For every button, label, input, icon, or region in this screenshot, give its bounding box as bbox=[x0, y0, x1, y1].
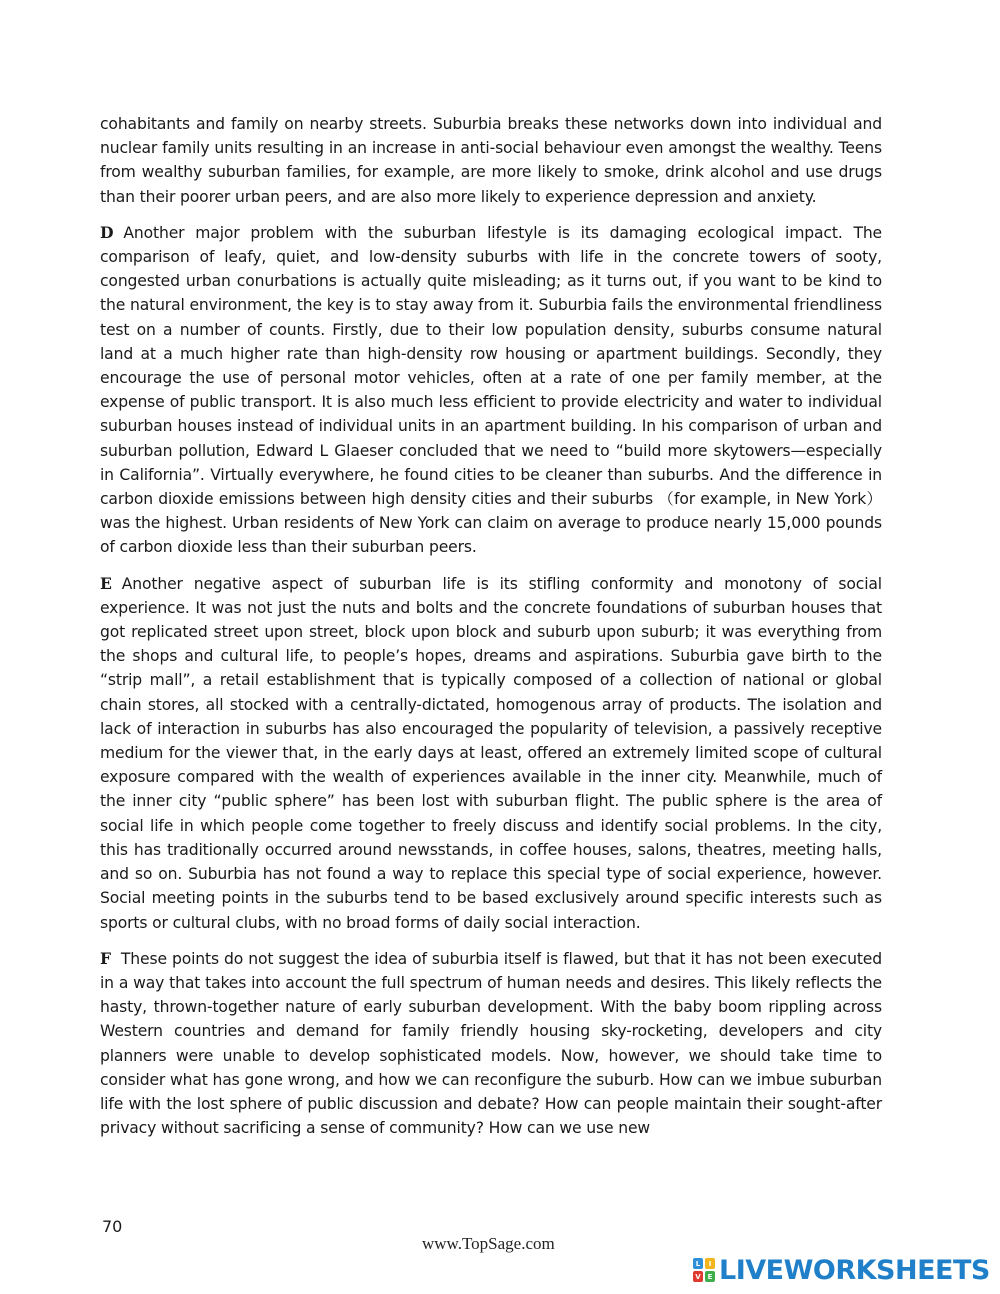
paragraph-f bbox=[100, 947, 882, 1141]
website-url[interactable]: www.TopSage.com bbox=[422, 1234, 555, 1253]
logo-letter-l: L bbox=[693, 1258, 703, 1269]
logo-letter-e: E bbox=[705, 1271, 715, 1282]
paragraph-letter: E bbox=[100, 573, 112, 593]
logo-letter-v: V bbox=[693, 1271, 703, 1282]
paragraph-text: cohabitants and family on nearby streets. Suburbia breaks these networks down into individual and nuclear family units resulting in an increase in anti-social behaviour even amongst the wealthy. Teens from wealthy suburban families, for example, are more likely to smoke, drink alcohol and use drugs than their poorer urban peers, and are also more likely to experience depression and anxiety. bbox=[100, 115, 882, 206]
paragraph-d bbox=[100, 221, 882, 560]
article-body bbox=[100, 112, 882, 1140]
paragraph-c-continued bbox=[100, 112, 882, 209]
paragraph-letter: D bbox=[100, 222, 114, 242]
page-number: 70 bbox=[102, 1217, 123, 1236]
paragraph-text: These points do not suggest the idea of suburbia itself is flawed, but that it has not been executed in a way that takes into account the full spectrum of human needs and desires. This likely reflects the hasty, thrown-together nature of early suburban development. With the baby boom rippling across Western countries and demand for family friendly housing sky-rocketing, developers and city planners were unable to develop sophisticated models. Now, however, we should take time to consider what has gone wrong, and how we can reconfigure the suburb. How can we imbue suburban life with the lost sphere of public discussion and debate? How can people maintain their sought-after privacy without sacrificing a sense of community? How can we use new bbox=[100, 949, 882, 1138]
logo-letter-i: I bbox=[705, 1258, 715, 1269]
paragraph-text: Another negative aspect of suburban life is its stifling conformity and monotony of social experience. It was not just the nuts and bolts and the concrete foundations of suburban houses that got replicated street upon street, block upon block and suburb upon suburb; it was everything from the shops and cultural life, to people’s hopes, dreams and aspirations. Suburbia gave birth to the “strip mall”, a retail establishment that is typically composed of a collection of national or global chain stores, all stocked with a centrally-dictated, homogenous array of products. The isolation and lack of interaction in suburbs has also encouraged the popularity of television, a passively receptive medium for the viewer that, in the early days at least, offered an extremely limited scope of cultural exposure compared with the wealth of experiences available in the inner city. Meanwhile, much of the inner city “public sphere” has been lost with suburban flight. The public sphere is the area of social life in which people come together to freely discuss and identify social problems. In the city, this has traditionally occurred around newsstands, in coffee houses, salons, theatres, meeting halls, and so on. Suburbia has not found a way to replace this special type of social experience, however. Social meeting points in the suburbs tend to be based exclusively around specific interests such as sports or cultural clubs, with no broad forms of daily social interaction. bbox=[100, 574, 882, 932]
paragraph-text: Another major problem with the suburban lifestyle is its damaging ecological impact. The comparison of leafy, quiet, and low-density suburbs with life in the concrete towers of sooty, congested urban conurbations is actually quite misleading; as it turns out, if you want to be kind to the natural environment, the key is to stay away from it. Suburbia fails the environmental friendliness test on a number of counts. Firstly, due to their low population density, suburbs consume natural land at a much higher rate than high-density row housing or apartment buildings. Secondly, they encourage the use of personal motor vehicles, often at a rate of one per family member, at the expense of public transport. It is also much less efficient to provide electricity and water to individual suburban houses instead of individual units in an apartment building. In his comparison of urban and suburban pollution, Edward L Glaeser concluded that we need to “build more skytowers—especially in California”. Virtually everywhere, he found cities to be cleaner than suburbs. And the difference in carbon dioxide emissions between high density cities and their suburbs （for example, in New York）was the highest. Urban residents of New York can claim on average to produce nearly 15,000 pounds of carbon dioxide less than their suburban peers. bbox=[100, 223, 882, 557]
logo-text: LIVEWORKSHEETS bbox=[719, 1254, 990, 1286]
liveworksheets-logo[interactable] bbox=[693, 1254, 990, 1286]
liveworksheets-logo-icon bbox=[693, 1258, 715, 1282]
paragraph-e bbox=[100, 572, 882, 935]
paragraph-letter: F bbox=[100, 948, 111, 968]
